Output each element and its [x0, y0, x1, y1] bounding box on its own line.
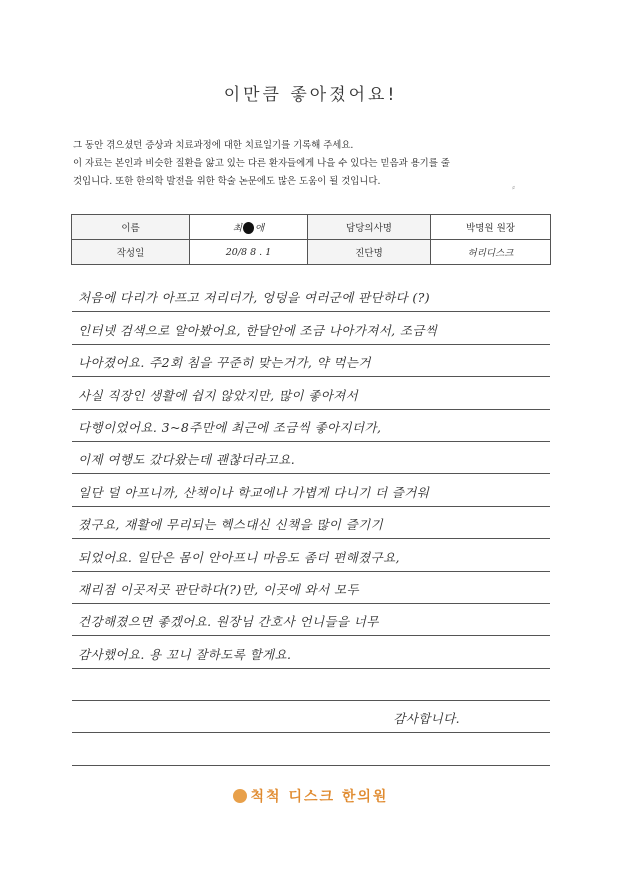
doctor-label: 담당의사명: [308, 215, 431, 240]
diary-text: 일단 덜 아프니까, 산책이나 학교에나 가볍게 다니기 더 즐거워: [78, 484, 430, 500]
diary-text: 나아졌어요. 주2회 침을 꾸준히 맞는거가, 약 먹는거: [78, 355, 371, 371]
diary-line: [72, 345, 550, 377]
name-value-suffix: 애: [255, 222, 265, 234]
diary-text: 이제 여행도 갔다왔는데 괜찮더라고요.: [78, 452, 296, 468]
diary-text: 다행이었어요. 3~8주만에 최근에 조금씩 좋아지더가,: [78, 419, 382, 435]
name-value-prefix: 최: [232, 222, 242, 234]
diary-text: 되었어요. 일단은 몸이 안아프니 마음도 좀더 편해졌구요,: [78, 549, 400, 565]
diary-line: [72, 507, 550, 539]
diary-line: [72, 442, 550, 474]
form-title: 이만큼 좋아졌어요!: [223, 85, 398, 105]
info-row: [72, 215, 551, 240]
diary-line: [72, 636, 550, 668]
info-table: [71, 214, 551, 265]
clinic-footer: [0, 786, 621, 806]
diary-line: [72, 280, 550, 312]
diary-line: [72, 410, 550, 442]
diary-line: [72, 539, 550, 571]
diary-line: [72, 312, 550, 344]
name-label: 이름: [72, 215, 190, 240]
diary-text: 건강해졌으면 좋겠어요. 원장님 간호사 언니들을 너무: [78, 614, 379, 630]
diary-line: [72, 604, 550, 636]
info-row: [72, 240, 551, 265]
diary-line: [72, 701, 550, 733]
intro-line: 그 동안 겪으셨던 증상과 치료과정에 대한 치료일기를 기록해 주세요.: [73, 140, 354, 151]
diary-line: [72, 474, 550, 506]
diagnosis-value: 허리디스크: [431, 240, 551, 265]
doctor-value: 박명원 원장: [431, 215, 551, 240]
diary-text: 처음에 다리가 아프고 저리더가, 엉덩을 여러군에 판단하다 (?): [78, 290, 431, 306]
clinic-logo-icon: [233, 789, 247, 803]
intro-line: 이 자료는 본인과 비슷한 질환을 앓고 있는 다른 환자들에게 나을 수 있다는 믿음과 용기를 줄: [73, 158, 450, 169]
date-label: 작성일: [72, 240, 190, 265]
diary-line: [72, 572, 550, 604]
date-value: 20/8 8 . 1: [190, 240, 308, 265]
diary-text: 졌구요, 재활에 무리되는 헥스대신 신책을 많이 즐기기: [78, 517, 384, 533]
diary-text: 재리점 이곳저곳 판단하다(?)만, 이곳에 와서 모두: [78, 581, 359, 597]
diary-line: [72, 733, 550, 765]
diary-lines: [72, 280, 550, 766]
clinic-name: 척척 디스크 한의원: [250, 789, 389, 805]
intro-text: [73, 137, 563, 191]
name-value: [190, 215, 308, 240]
diary-text: 사실 직장인 생활에 쉽지 않았지만, 많이 좋아져서: [78, 387, 359, 403]
stray-mark: ⸗: [512, 183, 515, 193]
closing-text: 감사합니다.: [393, 711, 460, 727]
diary-line: [72, 377, 550, 409]
diary-text: 인터넷 검색으로 알아봤어요, 한달안에 조금 나아가져서, 조금씩: [78, 322, 438, 338]
intro-line: 것입니다. 또한 한의학 발전을 위한 학술 논문에도 많은 도움이 될 것입니다.: [73, 176, 381, 187]
diagnosis-label: 진단명: [308, 240, 431, 265]
diary-text: 감사했어요. 용 꼬니 잘하도록 할게요.: [78, 646, 292, 662]
diary-line: [72, 669, 550, 701]
redaction-blot: [243, 222, 254, 234]
